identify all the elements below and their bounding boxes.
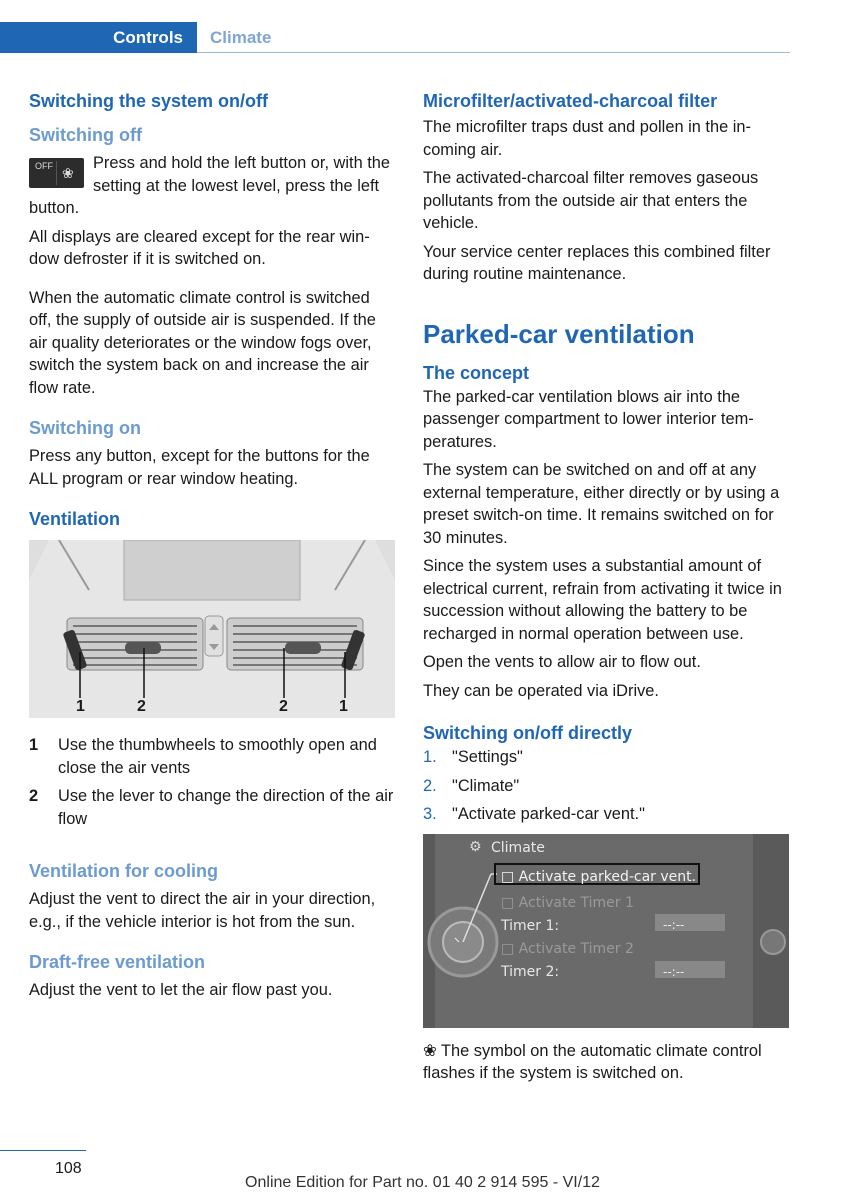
concept-text-5: They can be operated via iDrive. bbox=[423, 681, 659, 700]
symbol-note-text: The symbol on the automatic climate control flashes if the system is switched on. bbox=[423, 1041, 762, 1082]
concept-text-3: Since the system uses a substantial amount of electrical current, refrain from activating it twice in succession without allowing the battery to be recharged in normal operation between use. bbox=[423, 557, 782, 643]
screen-item-timer1[interactable]: □ Activate Timer 1 bbox=[501, 894, 634, 911]
heading-switching-system: Switching the system on/off bbox=[29, 91, 269, 111]
header-rule bbox=[197, 52, 790, 53]
vent-illustration bbox=[29, 540, 395, 718]
screen-item-parked-vent[interactable]: □ Activate parked-car vent. bbox=[501, 868, 697, 885]
vent-label-2b: 2 bbox=[279, 698, 288, 715]
idrive-screen bbox=[423, 834, 789, 1028]
filter-text-1: The microfilter traps dust and pollen in the in-coming air. bbox=[423, 118, 751, 159]
heading-parked-car: Parked-car ventilation bbox=[423, 318, 695, 349]
heading-switching-on: Switching on bbox=[29, 418, 141, 438]
concept-text-2: The system can be switched on and off at any external temperature, either directly or by using a preset switch-on time. It remains switched on for 30 minutes. bbox=[423, 461, 780, 547]
screen-gear-icon: ⚙ bbox=[469, 838, 482, 855]
switching-off-text: Press and hold the left button or, with the setting at the lowest level, press the left button. bbox=[29, 154, 391, 217]
fan-icon: ❀ bbox=[62, 165, 74, 181]
steps-list bbox=[423, 746, 790, 826]
paragraph-outside-air: When the automatic climate control is switched off, the supply of outside air is suspended. If the air quality deteriorates or the window fogs over, switch the system back on and increase the air flow rate. bbox=[29, 288, 376, 397]
screen-timer2-value[interactable]: --:-- bbox=[655, 961, 725, 978]
heading-draft-free: Draft-free ventilation bbox=[29, 952, 206, 972]
heading-switching-off: Switching off bbox=[29, 125, 142, 145]
list-item: 2. "Climate" bbox=[423, 776, 520, 795]
section-tab: Controls bbox=[0, 22, 197, 53]
switching-on-text: Press any button, except for the buttons for the ALL program or rear window heating. bbox=[29, 447, 370, 488]
left-column bbox=[29, 88, 395, 1008]
page-number: 108 bbox=[55, 1160, 82, 1177]
screen-timer2-label: Timer 2: bbox=[501, 963, 560, 980]
screen-timer1-value[interactable]: --:-- bbox=[655, 914, 725, 931]
idrive-frame bbox=[423, 834, 789, 1028]
heading-switching-direct: Switching on/off directly bbox=[423, 723, 633, 743]
screen-timer1-label: Timer 1: bbox=[501, 917, 560, 934]
symbol-note bbox=[423, 1040, 790, 1085]
list-item: 1 Use the thumbwheels to smoothly open and close the air vents bbox=[29, 736, 377, 777]
list-item: 3. "Activate parked-car vent." bbox=[423, 805, 645, 823]
paragraph-displays: All displays are cleared except for the rear win-dow defroster if it is switched on. bbox=[29, 227, 370, 268]
cooling-text: Adjust the vent to direct the air in your direction, e.g., if the vehicle interior is hot from the sun. bbox=[29, 890, 376, 931]
draft-text: Adjust the vent to let the air flow past you. bbox=[29, 981, 333, 999]
ventilation-figure bbox=[29, 540, 395, 718]
switching-off-paragraph bbox=[29, 152, 395, 220]
vent-label-1a: 1 bbox=[76, 698, 85, 715]
concept-text-1: The parked-car ventilation blows air into the passenger compartment to lower interior tem-peratures. bbox=[423, 387, 754, 451]
filter-text-3: Your service center replaces this combined filter during routine maintenance. bbox=[423, 242, 771, 283]
concept-text-4: Open the vents to allow air to flow out. bbox=[423, 653, 701, 671]
fan-icon: ❀ bbox=[423, 1041, 437, 1060]
right-column bbox=[423, 88, 790, 1091]
screen-item-timer2[interactable]: □ Activate Timer 2 bbox=[501, 940, 634, 957]
heading-concept: The concept bbox=[423, 362, 530, 383]
edition-text: Online Edition for Part no. 01 40 2 914 595 - VI/12 bbox=[245, 1174, 600, 1191]
heading-filter: Microfilter/activated-charcoal filter bbox=[423, 91, 718, 111]
footer-rule bbox=[0, 1150, 86, 1151]
vent-legend-list bbox=[29, 734, 395, 830]
off-button-label: OFF bbox=[35, 161, 53, 171]
list-item: 2 Use the lever to change the direction of the air flow bbox=[29, 787, 394, 828]
vent-label-1b: 1 bbox=[339, 698, 348, 715]
subsection-tab: Climate bbox=[210, 28, 272, 47]
heading-ventilation-cooling: Ventilation for cooling bbox=[29, 861, 218, 881]
list-item: 1. "Settings" bbox=[423, 748, 523, 766]
off-button-icon bbox=[29, 158, 84, 188]
header-bar bbox=[0, 22, 790, 53]
vent-label-2a: 2 bbox=[137, 698, 146, 715]
screen-title: Climate bbox=[491, 839, 545, 856]
heading-ventilation: Ventilation bbox=[29, 509, 121, 529]
filter-text-2: The activated-charcoal filter removes gaseous pollutants from the outside air that enters the vehicle. bbox=[423, 169, 759, 232]
